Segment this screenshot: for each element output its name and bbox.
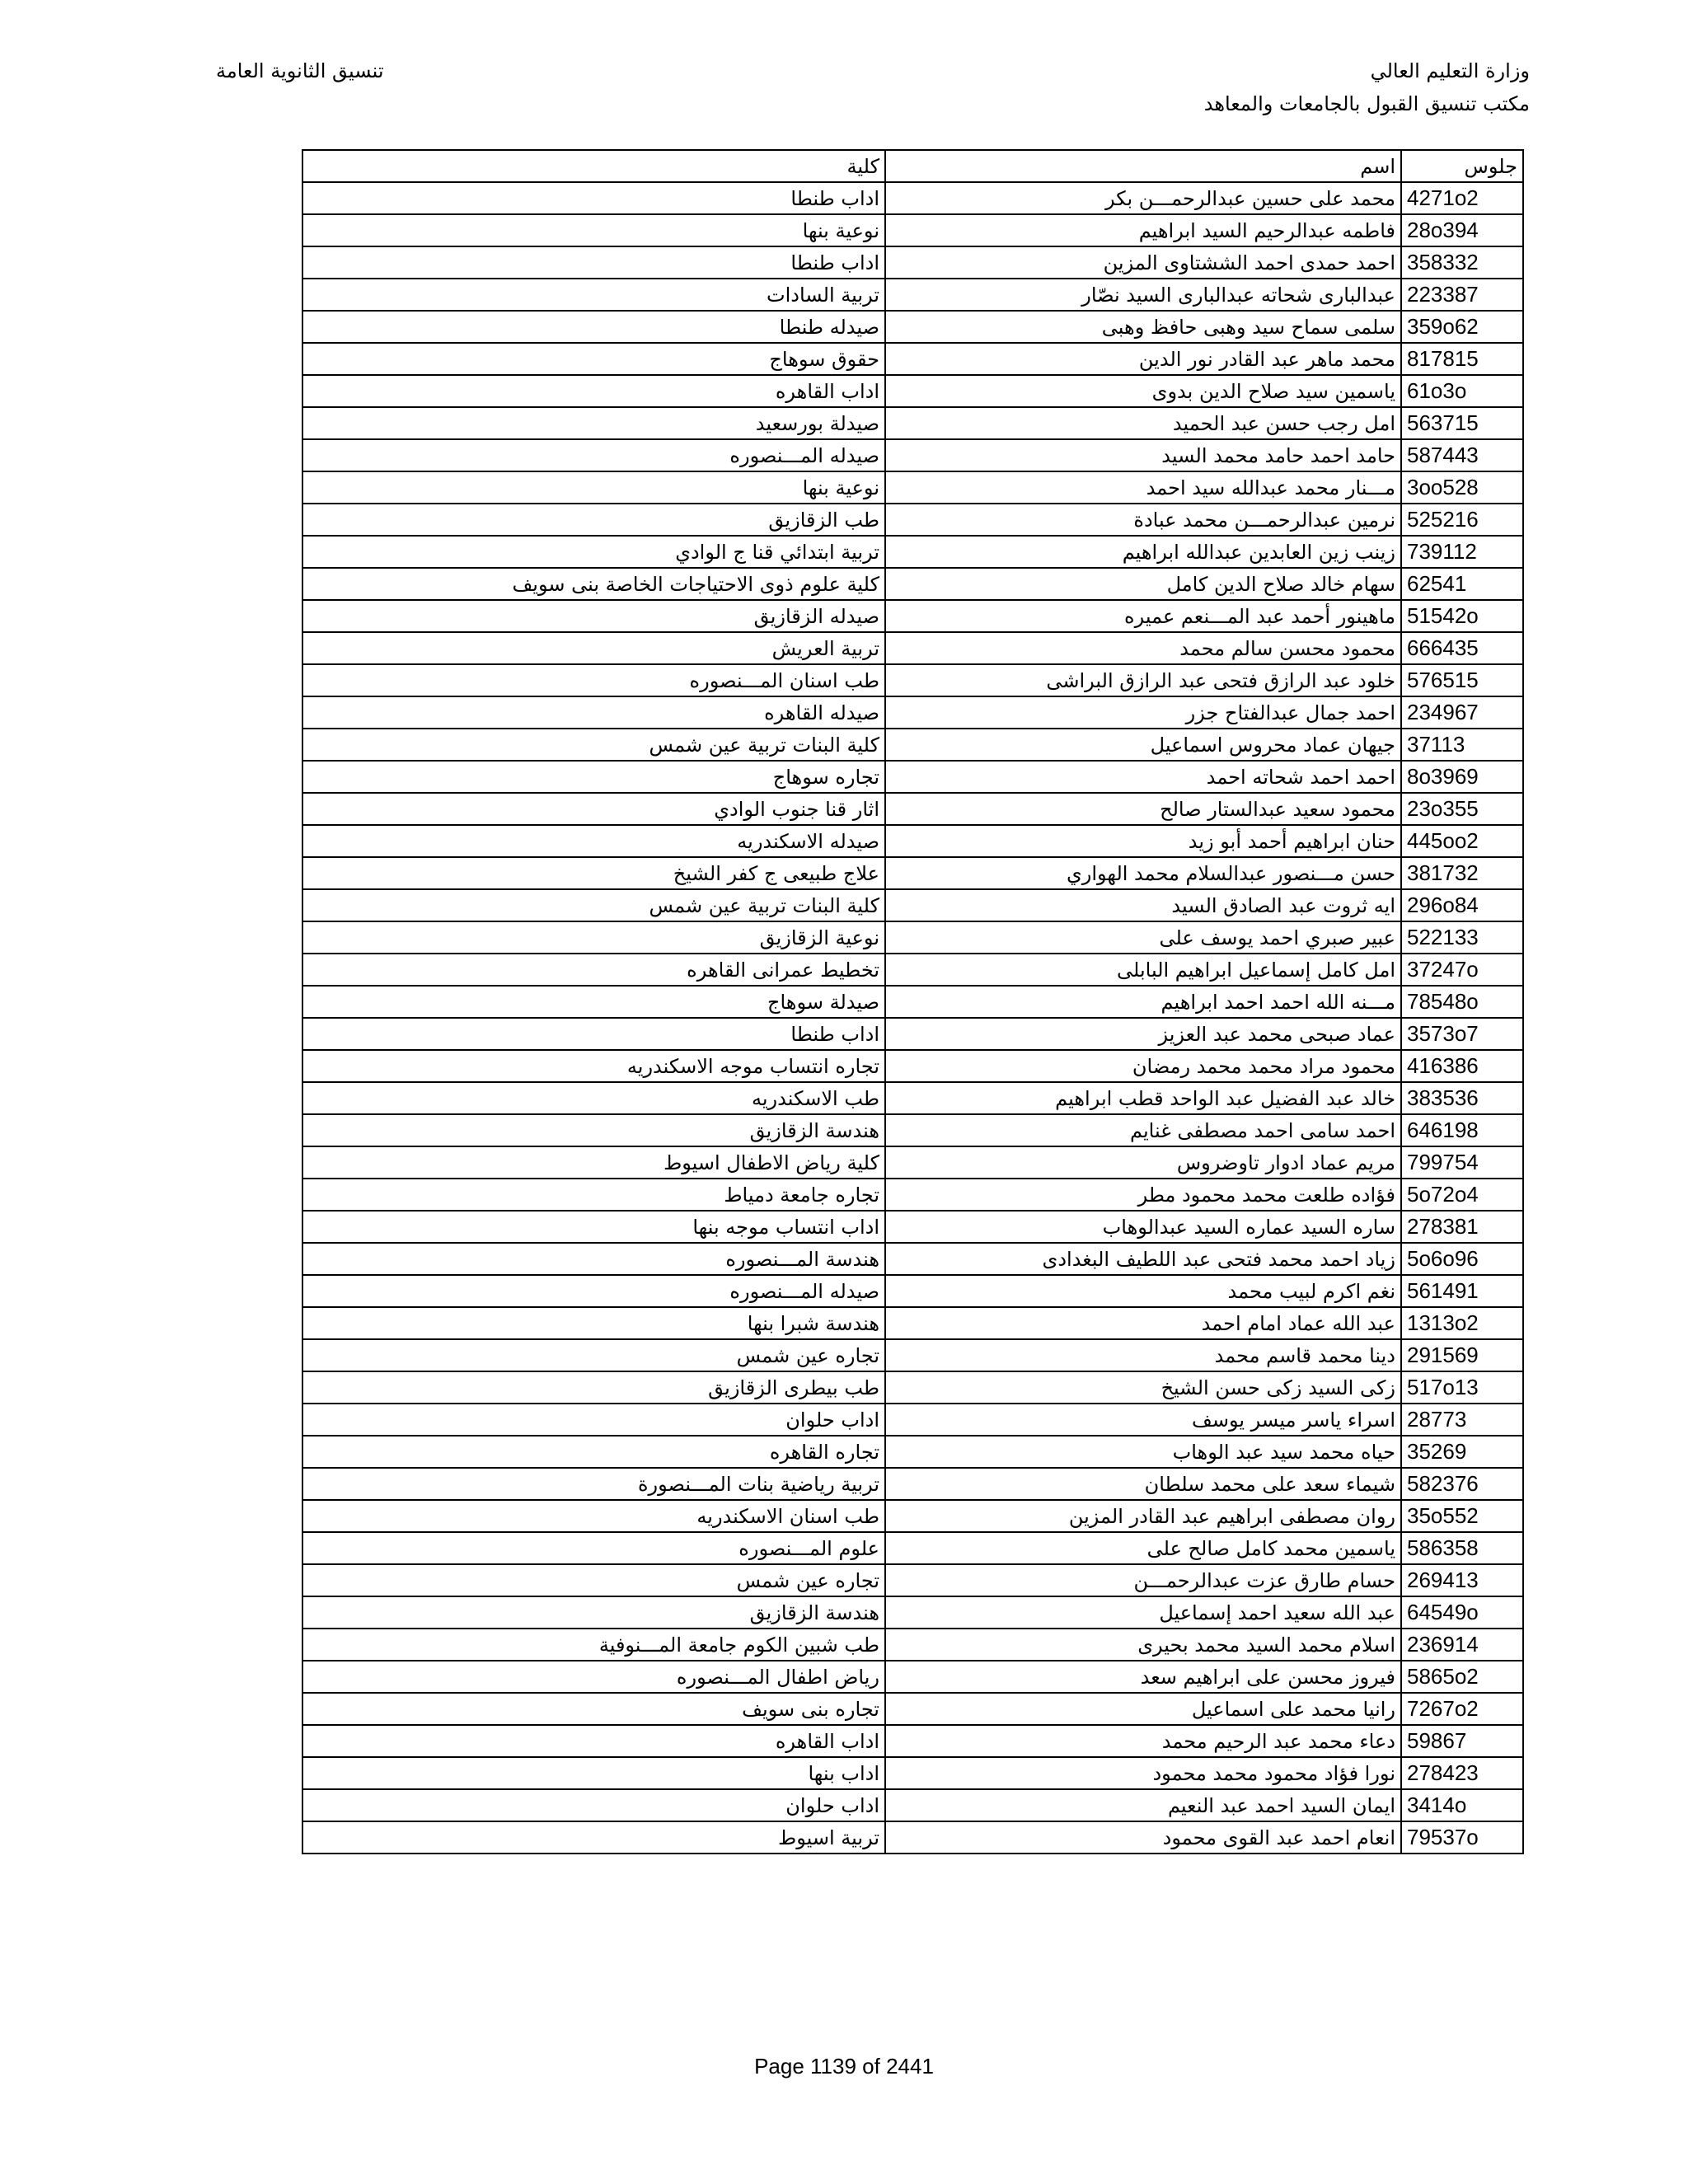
table-row bbox=[302, 1179, 1523, 1211]
seat-cell: 8o3969 bbox=[1401, 761, 1523, 793]
name-cell: ساره السيد عماره السيد عبدالوهاب bbox=[885, 1211, 1401, 1243]
faculty-cell: طب بيطرى الزقازيق bbox=[302, 1371, 885, 1404]
table-row bbox=[302, 664, 1523, 696]
name-cell: نورا فؤاد محمود محمد محمود bbox=[885, 1757, 1401, 1789]
name-cell: ماهينور أحمد عبد المـــنعم عميره bbox=[885, 600, 1401, 632]
faculty-cell: صيدله المـــنصوره bbox=[302, 1275, 885, 1307]
table-row bbox=[302, 761, 1523, 793]
table-row bbox=[302, 568, 1523, 600]
table-row bbox=[302, 1629, 1523, 1661]
name-cell: سلمى سماح سيد وهبى حافظ وهبى bbox=[885, 311, 1401, 343]
faculty-cell: تجاره جامعة دمياط bbox=[302, 1179, 885, 1211]
name-cell: محمود سعيد عبدالستار صالح bbox=[885, 793, 1401, 825]
seat-cell: 28773 bbox=[1401, 1404, 1523, 1436]
name-cell: سهام خالد صلاح الدين كامل bbox=[885, 568, 1401, 600]
seat-cell: 646198 bbox=[1401, 1114, 1523, 1146]
seat-cell: 61o3o bbox=[1401, 375, 1523, 407]
table-row bbox=[302, 311, 1523, 343]
table-row bbox=[302, 1789, 1523, 1821]
faculty-cell: تخطيط عمرانى القاهره bbox=[302, 954, 885, 986]
seat-cell: 64549o bbox=[1401, 1596, 1523, 1629]
name-cell: ايمان السيد احمد عبد النعيم bbox=[885, 1789, 1401, 1821]
table-row bbox=[302, 246, 1523, 279]
name-cell: امل كامل إسماعيل ابراهيم البابلى bbox=[885, 954, 1401, 986]
seat-cell: 7267o2 bbox=[1401, 1693, 1523, 1725]
table-row bbox=[302, 921, 1523, 954]
table-row bbox=[302, 504, 1523, 536]
table-row bbox=[302, 696, 1523, 729]
seat-cell: 522133 bbox=[1401, 921, 1523, 954]
ministry-title: وزارة التعليم العالي bbox=[1370, 59, 1530, 82]
name-cell: فؤاده طلعت محمد محمود مطر bbox=[885, 1179, 1401, 1211]
page-number: Page 1139 of 2441 bbox=[754, 2054, 934, 2079]
seat-cell: 3573o7 bbox=[1401, 1018, 1523, 1050]
seat-cell: 561491 bbox=[1401, 1275, 1523, 1307]
table-row bbox=[302, 632, 1523, 664]
name-cell: محمد ماهر عبد القادر نور الدين bbox=[885, 343, 1401, 375]
seat-cell: 278423 bbox=[1401, 1757, 1523, 1789]
seat-cell: 358332 bbox=[1401, 246, 1523, 279]
table-row bbox=[302, 793, 1523, 825]
table-row bbox=[302, 1275, 1523, 1307]
name-cell: حسام طارق عزت عبدالرحمـــن bbox=[885, 1564, 1401, 1596]
table-row bbox=[302, 986, 1523, 1018]
faculty-cell: اداب طنطا bbox=[302, 1018, 885, 1050]
table-row bbox=[302, 825, 1523, 857]
name-cell: اسراء ياسر ميسر يوسف bbox=[885, 1404, 1401, 1436]
table-row bbox=[302, 857, 1523, 889]
table-row bbox=[302, 1436, 1523, 1468]
table-row bbox=[302, 1018, 1523, 1050]
faculty-cell: نوعية بنها bbox=[302, 471, 885, 504]
name-cell: حسن مـــنصور عبدالسلام محمد الهواري bbox=[885, 857, 1401, 889]
faculty-cell: كلية البنات تربية عين شمس bbox=[302, 729, 885, 761]
seat-cell: 37247o bbox=[1401, 954, 1523, 986]
faculty-cell: تربية السادات bbox=[302, 279, 885, 311]
table-row bbox=[302, 1532, 1523, 1564]
faculty-cell: اداب انتساب موجه بنها bbox=[302, 1211, 885, 1243]
table-row bbox=[302, 1114, 1523, 1146]
table-row bbox=[302, 471, 1523, 504]
table-row bbox=[302, 1050, 1523, 1082]
seat-cell: 517o13 bbox=[1401, 1371, 1523, 1404]
faculty-cell: صيدلة سوهاج bbox=[302, 986, 885, 1018]
table-row bbox=[302, 1757, 1523, 1789]
faculty-cell: هندسة الزقازيق bbox=[302, 1114, 885, 1146]
faculty-cell: تربية اسيوط bbox=[302, 1821, 885, 1854]
seat-cell: 59867 bbox=[1401, 1725, 1523, 1757]
name-cell: مـــنه الله احمد احمد ابراهيم bbox=[885, 986, 1401, 1018]
seat-cell: 278381 bbox=[1401, 1211, 1523, 1243]
admission-table bbox=[302, 149, 1524, 1854]
seat-cell: 23o355 bbox=[1401, 793, 1523, 825]
table-row bbox=[302, 1500, 1523, 1532]
faculty-cell: صيدله الاسكندريه bbox=[302, 825, 885, 857]
seat-cell: 4271o2 bbox=[1401, 182, 1523, 214]
faculty-cell: طب اسنان الاسكندريه bbox=[302, 1500, 885, 1532]
seat-cell: 234967 bbox=[1401, 696, 1523, 729]
faculty-cell: كلية رياض الاطفال اسيوط bbox=[302, 1146, 885, 1179]
table-row bbox=[302, 439, 1523, 471]
table-row bbox=[302, 1725, 1523, 1757]
seat-cell: 799754 bbox=[1401, 1146, 1523, 1179]
table-header-row bbox=[302, 150, 1523, 182]
faculty-cell: اداب حلوان bbox=[302, 1404, 885, 1436]
seat-cell: 79537o bbox=[1401, 1821, 1523, 1854]
table-row bbox=[302, 1082, 1523, 1114]
faculty-cell: علاج طبيعى ج كفر الشيخ bbox=[302, 857, 885, 889]
seat-cell: 5865o2 bbox=[1401, 1661, 1523, 1693]
faculty-cell: اداب حلوان bbox=[302, 1789, 885, 1821]
seat-cell: 445oo2 bbox=[1401, 825, 1523, 857]
table-row bbox=[302, 729, 1523, 761]
seat-cell: 3oo528 bbox=[1401, 471, 1523, 504]
faculty-cell: علوم المـــنصوره bbox=[302, 1532, 885, 1564]
name-cell: ياسمين محمد كامل صالح على bbox=[885, 1532, 1401, 1564]
seat-cell: 62541 bbox=[1401, 568, 1523, 600]
faculty-cell: صيدلة بورسعيد bbox=[302, 407, 885, 439]
seat-cell: 383536 bbox=[1401, 1082, 1523, 1114]
faculty-cell: نوعية بنها bbox=[302, 214, 885, 246]
faculty-cell: هندسة شبرا بنها bbox=[302, 1307, 885, 1339]
name-cell: حنان ابراهيم أحمد أبو زيد bbox=[885, 825, 1401, 857]
name-cell: احمد حمدى احمد الششتاوى المزين bbox=[885, 246, 1401, 279]
faculty-cell: صيدله طنطا bbox=[302, 311, 885, 343]
name-cell: زكى السيد زكى حسن الشيخ bbox=[885, 1371, 1401, 1404]
faculty-cell: تربية العريش bbox=[302, 632, 885, 664]
name-cell: رانيا محمد على اسماعيل bbox=[885, 1693, 1401, 1725]
table-row bbox=[302, 600, 1523, 632]
table-row bbox=[302, 214, 1523, 246]
name-cell: فيروز محسن على ابراهيم سعد bbox=[885, 1661, 1401, 1693]
name-cell: عبدالبارى شحاته عبدالبارى السيد نصّار bbox=[885, 279, 1401, 311]
seat-cell: 381732 bbox=[1401, 857, 1523, 889]
faculty-cell: تجاره سوهاج bbox=[302, 761, 885, 793]
table-row bbox=[302, 536, 1523, 568]
faculty-cell: رياض اطفال المـــنصوره bbox=[302, 1661, 885, 1693]
name-cell: خالد عبد الفضيل عبد الواحد قطب ابراهيم bbox=[885, 1082, 1401, 1114]
name-cell: عماد صبحى محمد عبد العزيز bbox=[885, 1018, 1401, 1050]
faculty-cell: اداب طنطا bbox=[302, 182, 885, 214]
faculty-cell: كلية البنات تربية عين شمس bbox=[302, 889, 885, 921]
table-row bbox=[302, 1371, 1523, 1404]
office-title: مكتب تنسيق القبول بالجامعات والمعاهد bbox=[1203, 92, 1530, 115]
name-cell: احمد سامى احمد مصطفى غنايم bbox=[885, 1114, 1401, 1146]
name-cell: انعام احمد عبد القوى محمود bbox=[885, 1821, 1401, 1854]
seat-cell: 416386 bbox=[1401, 1050, 1523, 1082]
faculty-cell: صيدله المـــنصوره bbox=[302, 439, 885, 471]
seat-cell: 739112 bbox=[1401, 536, 1523, 568]
coordination-title: تنسيق الثانوية العامة bbox=[216, 59, 384, 82]
seat-cell: 28o394 bbox=[1401, 214, 1523, 246]
name-cell: عبير صبري احمد يوسف على bbox=[885, 921, 1401, 954]
seat-cell: 586358 bbox=[1401, 1532, 1523, 1564]
seat-cell: 78548o bbox=[1401, 986, 1523, 1018]
table-row bbox=[302, 1468, 1523, 1500]
name-cell: محمود مراد محمد محمد رمضان bbox=[885, 1050, 1401, 1082]
name-cell: حامد احمد حامد محمد السيد bbox=[885, 439, 1401, 471]
seat-cell: 359o62 bbox=[1401, 311, 1523, 343]
table-row bbox=[302, 1693, 1523, 1725]
seat-cell: 582376 bbox=[1401, 1468, 1523, 1500]
faculty-cell: اثار قنا جنوب الوادي bbox=[302, 793, 885, 825]
name-cell: عبد الله سعيد احمد إسماعيل bbox=[885, 1596, 1401, 1629]
faculty-cell: طب اسنان المـــنصوره bbox=[302, 664, 885, 696]
seat-cell: 37113 bbox=[1401, 729, 1523, 761]
seat-cell: 35269 bbox=[1401, 1436, 1523, 1468]
faculty-cell: تجاره عين شمس bbox=[302, 1339, 885, 1371]
table-row bbox=[302, 1661, 1523, 1693]
faculty-cell: كلية علوم ذوى الاحتياجات الخاصة بنى سويف bbox=[302, 568, 885, 600]
name-cell: نغم اكرم لبيب محمد bbox=[885, 1275, 1401, 1307]
name-cell: ايه ثروت عبد الصادق السيد bbox=[885, 889, 1401, 921]
name-cell: احمد احمد شحاته احمد bbox=[885, 761, 1401, 793]
seat-cell: 587443 bbox=[1401, 439, 1523, 471]
name-cell: امل رجب حسن عبد الحميد bbox=[885, 407, 1401, 439]
table-row bbox=[302, 1564, 1523, 1596]
table-row bbox=[302, 343, 1523, 375]
table-row bbox=[302, 1146, 1523, 1179]
name-cell: ياسمين سيد صلاح الدين بدوى bbox=[885, 375, 1401, 407]
column-header-seat: جلوس bbox=[1401, 150, 1523, 182]
column-header-faculty: كلية bbox=[302, 150, 885, 182]
table-row bbox=[302, 1243, 1523, 1275]
seat-cell: 1313o2 bbox=[1401, 1307, 1523, 1339]
seat-cell: 3414o bbox=[1401, 1789, 1523, 1821]
name-cell: جيهان عماد محروس اسماعيل bbox=[885, 729, 1401, 761]
faculty-cell: تجاره القاهره bbox=[302, 1436, 885, 1468]
name-cell: زينب زين العابدين عبدالله ابراهيم bbox=[885, 536, 1401, 568]
faculty-cell: اداب القاهره bbox=[302, 1725, 885, 1757]
faculty-cell: اداب طنطا bbox=[302, 246, 885, 279]
name-cell: خلود عبد الرازق فتحى عبد الرازق البراشى bbox=[885, 664, 1401, 696]
table-row bbox=[302, 954, 1523, 986]
seat-cell: 291569 bbox=[1401, 1339, 1523, 1371]
faculty-cell: تجاره انتساب موجه الاسكندريه bbox=[302, 1050, 885, 1082]
faculty-cell: صيدله الزقازيق bbox=[302, 600, 885, 632]
faculty-cell: طب الاسكندريه bbox=[302, 1082, 885, 1114]
seat-cell: 817815 bbox=[1401, 343, 1523, 375]
seat-cell: 296o84 bbox=[1401, 889, 1523, 921]
name-cell: زياد احمد محمد فتحى عبد اللطيف البغدادى bbox=[885, 1243, 1401, 1275]
faculty-cell: طب شبين الكوم جامعة المـــنوفية bbox=[302, 1629, 885, 1661]
table-row bbox=[302, 1307, 1523, 1339]
name-cell: روان مصطفى ابراهيم عبد القادر المزين bbox=[885, 1500, 1401, 1532]
seat-cell: 5o6o96 bbox=[1401, 1243, 1523, 1275]
table-row bbox=[302, 1211, 1523, 1243]
seat-cell: 236914 bbox=[1401, 1629, 1523, 1661]
faculty-cell: تجاره بنى سويف bbox=[302, 1693, 885, 1725]
faculty-cell: هندسة المـــنصوره bbox=[302, 1243, 885, 1275]
name-cell: عبد الله عماد امام احمد bbox=[885, 1307, 1401, 1339]
faculty-cell: نوعية الزقازيق bbox=[302, 921, 885, 954]
seat-cell: 525216 bbox=[1401, 504, 1523, 536]
faculty-cell: هندسة الزقازيق bbox=[302, 1596, 885, 1629]
table-row bbox=[302, 375, 1523, 407]
name-cell: دعاء محمد عبد الرحيم محمد bbox=[885, 1725, 1401, 1757]
table-row bbox=[302, 1596, 1523, 1629]
seat-cell: 576515 bbox=[1401, 664, 1523, 696]
table-row bbox=[302, 1404, 1523, 1436]
name-cell: مريم عماد ادوار تاوضروس bbox=[885, 1146, 1401, 1179]
faculty-cell: اداب بنها bbox=[302, 1757, 885, 1789]
seat-cell: 5o72o4 bbox=[1401, 1179, 1523, 1211]
name-cell: محمود محسن سالم محمد bbox=[885, 632, 1401, 664]
table-row bbox=[302, 1339, 1523, 1371]
faculty-cell: حقوق سوهاج bbox=[302, 343, 885, 375]
name-cell: اسلام محمد السيد محمد بحيرى bbox=[885, 1629, 1401, 1661]
faculty-cell: اداب القاهره bbox=[302, 375, 885, 407]
name-cell: شيماء سعد على محمد سلطان bbox=[885, 1468, 1401, 1500]
name-cell: مـــنار محمد عبدالله سيد احمد bbox=[885, 471, 1401, 504]
faculty-cell: تربية رياضية بنات المـــنصورة bbox=[302, 1468, 885, 1500]
seat-cell: 666435 bbox=[1401, 632, 1523, 664]
faculty-cell: تربية ابتدائي قنا ج الوادي bbox=[302, 536, 885, 568]
column-header-name: اسم bbox=[885, 150, 1401, 182]
faculty-cell: طب الزقازيق bbox=[302, 504, 885, 536]
seat-cell: 563715 bbox=[1401, 407, 1523, 439]
seat-cell: 269413 bbox=[1401, 1564, 1523, 1596]
table-row bbox=[302, 1821, 1523, 1854]
name-cell: دينا محمد قاسم محمد bbox=[885, 1339, 1401, 1371]
table-row bbox=[302, 279, 1523, 311]
table-row bbox=[302, 889, 1523, 921]
name-cell: احمد جمال عبدالفتاح جزر bbox=[885, 696, 1401, 729]
faculty-cell: صيدله القاهره bbox=[302, 696, 885, 729]
name-cell: حياه محمد سيد عبد الوهاب bbox=[885, 1436, 1401, 1468]
seat-cell: 35o552 bbox=[1401, 1500, 1523, 1532]
table-row bbox=[302, 182, 1523, 214]
seat-cell: 223387 bbox=[1401, 279, 1523, 311]
faculty-cell: تجاره عين شمس bbox=[302, 1564, 885, 1596]
name-cell: نرمين عبدالرحمـــن محمد عبادة bbox=[885, 504, 1401, 536]
seat-cell: 51542o bbox=[1401, 600, 1523, 632]
name-cell: فاطمه عبدالرحيم السيد ابراهيم bbox=[885, 214, 1401, 246]
table-row bbox=[302, 407, 1523, 439]
name-cell: محمد على حسين عبدالرحمـــن بكر bbox=[885, 182, 1401, 214]
